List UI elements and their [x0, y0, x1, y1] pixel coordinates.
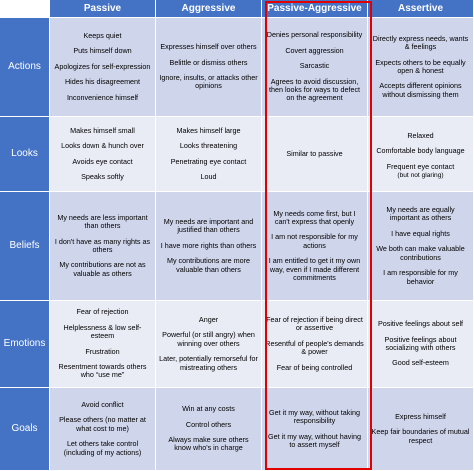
cell-item: Always make sure others know who's in charge [168, 435, 249, 453]
cell-item: Belittle or dismiss others [169, 57, 248, 67]
cell-beliefs-passive-aggressive [262, 192, 368, 301]
row-label-beliefs: Beliefs [0, 192, 50, 301]
cell-item: Hides his disagreement [64, 77, 141, 87]
cell-item-note: (but not glaring) [397, 171, 444, 179]
row-label-emotions: Emotions [0, 301, 50, 388]
cell-emotions-assertive [368, 301, 474, 388]
cell-item: My needs come first, but I can't express that openly [273, 208, 356, 226]
cell-item: My needs are equally important as others [386, 205, 455, 223]
header-passive-aggressive: Passive-Aggressive [262, 0, 368, 18]
cell-item: Makes himself small [70, 125, 135, 135]
cell-item: I am entitled to get it my own way, even if I made different commitments [268, 256, 361, 283]
cell-beliefs-aggressive [156, 192, 262, 301]
cell-item: Looks threatening [179, 141, 238, 151]
row-label-goals: Goals [0, 388, 50, 471]
cell-item: Express himself [395, 411, 446, 421]
cell-item: Relaxed [407, 130, 434, 140]
cell-goals-passive-aggressive [262, 388, 368, 471]
cell-emotions-passive-aggressive [262, 301, 368, 388]
cell-item: Apologizes for self-expression [54, 61, 151, 71]
cell-item: Expresses himself over others [160, 42, 257, 52]
cell-emotions-aggressive [156, 301, 262, 388]
row-label-looks: Looks [0, 117, 50, 192]
cell-actions-passive [50, 18, 156, 117]
cell-item: Sarcastic [299, 61, 330, 71]
cell-item: Win at any costs [182, 404, 235, 414]
cell-item: Good self-esteem [392, 358, 449, 368]
cell-item: Keeps quiet [83, 30, 122, 40]
cell-item: Directly express needs, wants & feelings [372, 33, 469, 52]
cell-item: Positive feelings about socializing with others [384, 334, 457, 352]
cell-item: Looks down & hunch over [61, 141, 144, 151]
cell-item: Resentful of people's demands & power [265, 338, 364, 357]
cell-item: Avoid conflict [81, 399, 124, 409]
row-label-actions: Actions [0, 18, 50, 117]
cell-item: Let others take control (including of my actions) [63, 439, 142, 457]
cell-actions-passive-aggressive [262, 18, 368, 117]
cell-item: Please others (no matter at what cost to me) [59, 415, 146, 433]
cell-looks-aggressive [156, 117, 262, 192]
cell-item: My contributions are more valuable than others [166, 256, 251, 274]
cell-looks-passive-aggressive [262, 117, 368, 192]
cell-item: Agrees to avoid discussion, then looks for ways to defect on the agreement [268, 76, 361, 103]
cell-item: I am not responsible for my actions [271, 232, 358, 250]
cell-item: Fear of rejection [76, 307, 129, 317]
cell-item: My needs are less important than others [57, 212, 148, 231]
cell-item: I don't have as many rights as others [54, 236, 151, 254]
cell-item: Resentment towards others who “use me” [58, 361, 147, 380]
cell-item: Frustration [85, 346, 120, 356]
cell-item: Comfortable body language [376, 146, 465, 156]
cell-item: Denies personal responsibility [266, 30, 363, 40]
cell-item: I am responsible for my behavior [383, 268, 458, 286]
cell-actions-assertive [368, 18, 474, 117]
cell-beliefs-passive [50, 192, 156, 301]
cell-item: Helplessness & low self-esteem [63, 322, 142, 341]
corner-cell [0, 0, 50, 18]
cell-item: Ignore, insults, or attacks other opinions [159, 73, 258, 91]
cell-item: My needs are important and justified than others [163, 216, 254, 235]
cell-item: Get it my way, without having to assert myself [268, 431, 361, 449]
cell-item: Frequent eye contact [386, 161, 455, 171]
cell-item: Powerful (or still angry) when winning over others [162, 330, 255, 348]
cell-item: Later, potentially remorseful for mistreating others [159, 354, 258, 372]
cell-item: Positive feelings about self [377, 319, 464, 329]
cell-actions-aggressive [156, 18, 262, 117]
cell-item: Penetrating eye contact [170, 156, 247, 166]
header-passive: Passive [50, 0, 156, 18]
cell-item: Fear of rejection if being direct or assertive [266, 314, 363, 333]
cell-item: Control others [185, 419, 232, 429]
cell-item: Loud [200, 171, 217, 181]
cell-goals-passive [50, 388, 156, 471]
cell-item: Similar to passive [286, 148, 343, 158]
cell-item: Speaks softly [81, 171, 124, 181]
cell-item: Covert aggression [285, 45, 344, 55]
cell-item: Avoids eye contact [72, 156, 133, 166]
cell-goals-assertive [368, 388, 474, 471]
cell-item: I have more rights than others [160, 240, 257, 250]
cell-item: Fear of being controlled [276, 362, 353, 372]
cell-looks-passive [50, 117, 156, 192]
cell-item: Anger [198, 314, 219, 324]
cell-beliefs-assertive [368, 192, 474, 301]
cell-item: Makes himself large [176, 125, 241, 135]
cell-emotions-passive [50, 301, 156, 388]
cell-item: Puts himself down [73, 46, 132, 56]
header-assertive: Assertive [368, 0, 474, 18]
cell-item: We both can make valuable contributions [376, 244, 465, 262]
cell-item: Get it my way, without taking responsibility [269, 407, 360, 426]
cell-item: I have equal rights [391, 228, 450, 238]
cell-item: Inconvenience himself [66, 92, 139, 102]
cell-item: Accepts different opinions without dismissing them [379, 81, 462, 99]
cell-item: My contributions are not as valuable as others [59, 260, 146, 278]
cell-item: Keep fair boundaries of mutual respect [371, 427, 470, 445]
cell-looks-assertive [368, 117, 474, 192]
cell-goals-aggressive [156, 388, 262, 471]
cell-item: Expects others to be equally open & honest [375, 57, 466, 75]
header-aggressive: Aggressive [156, 0, 262, 18]
